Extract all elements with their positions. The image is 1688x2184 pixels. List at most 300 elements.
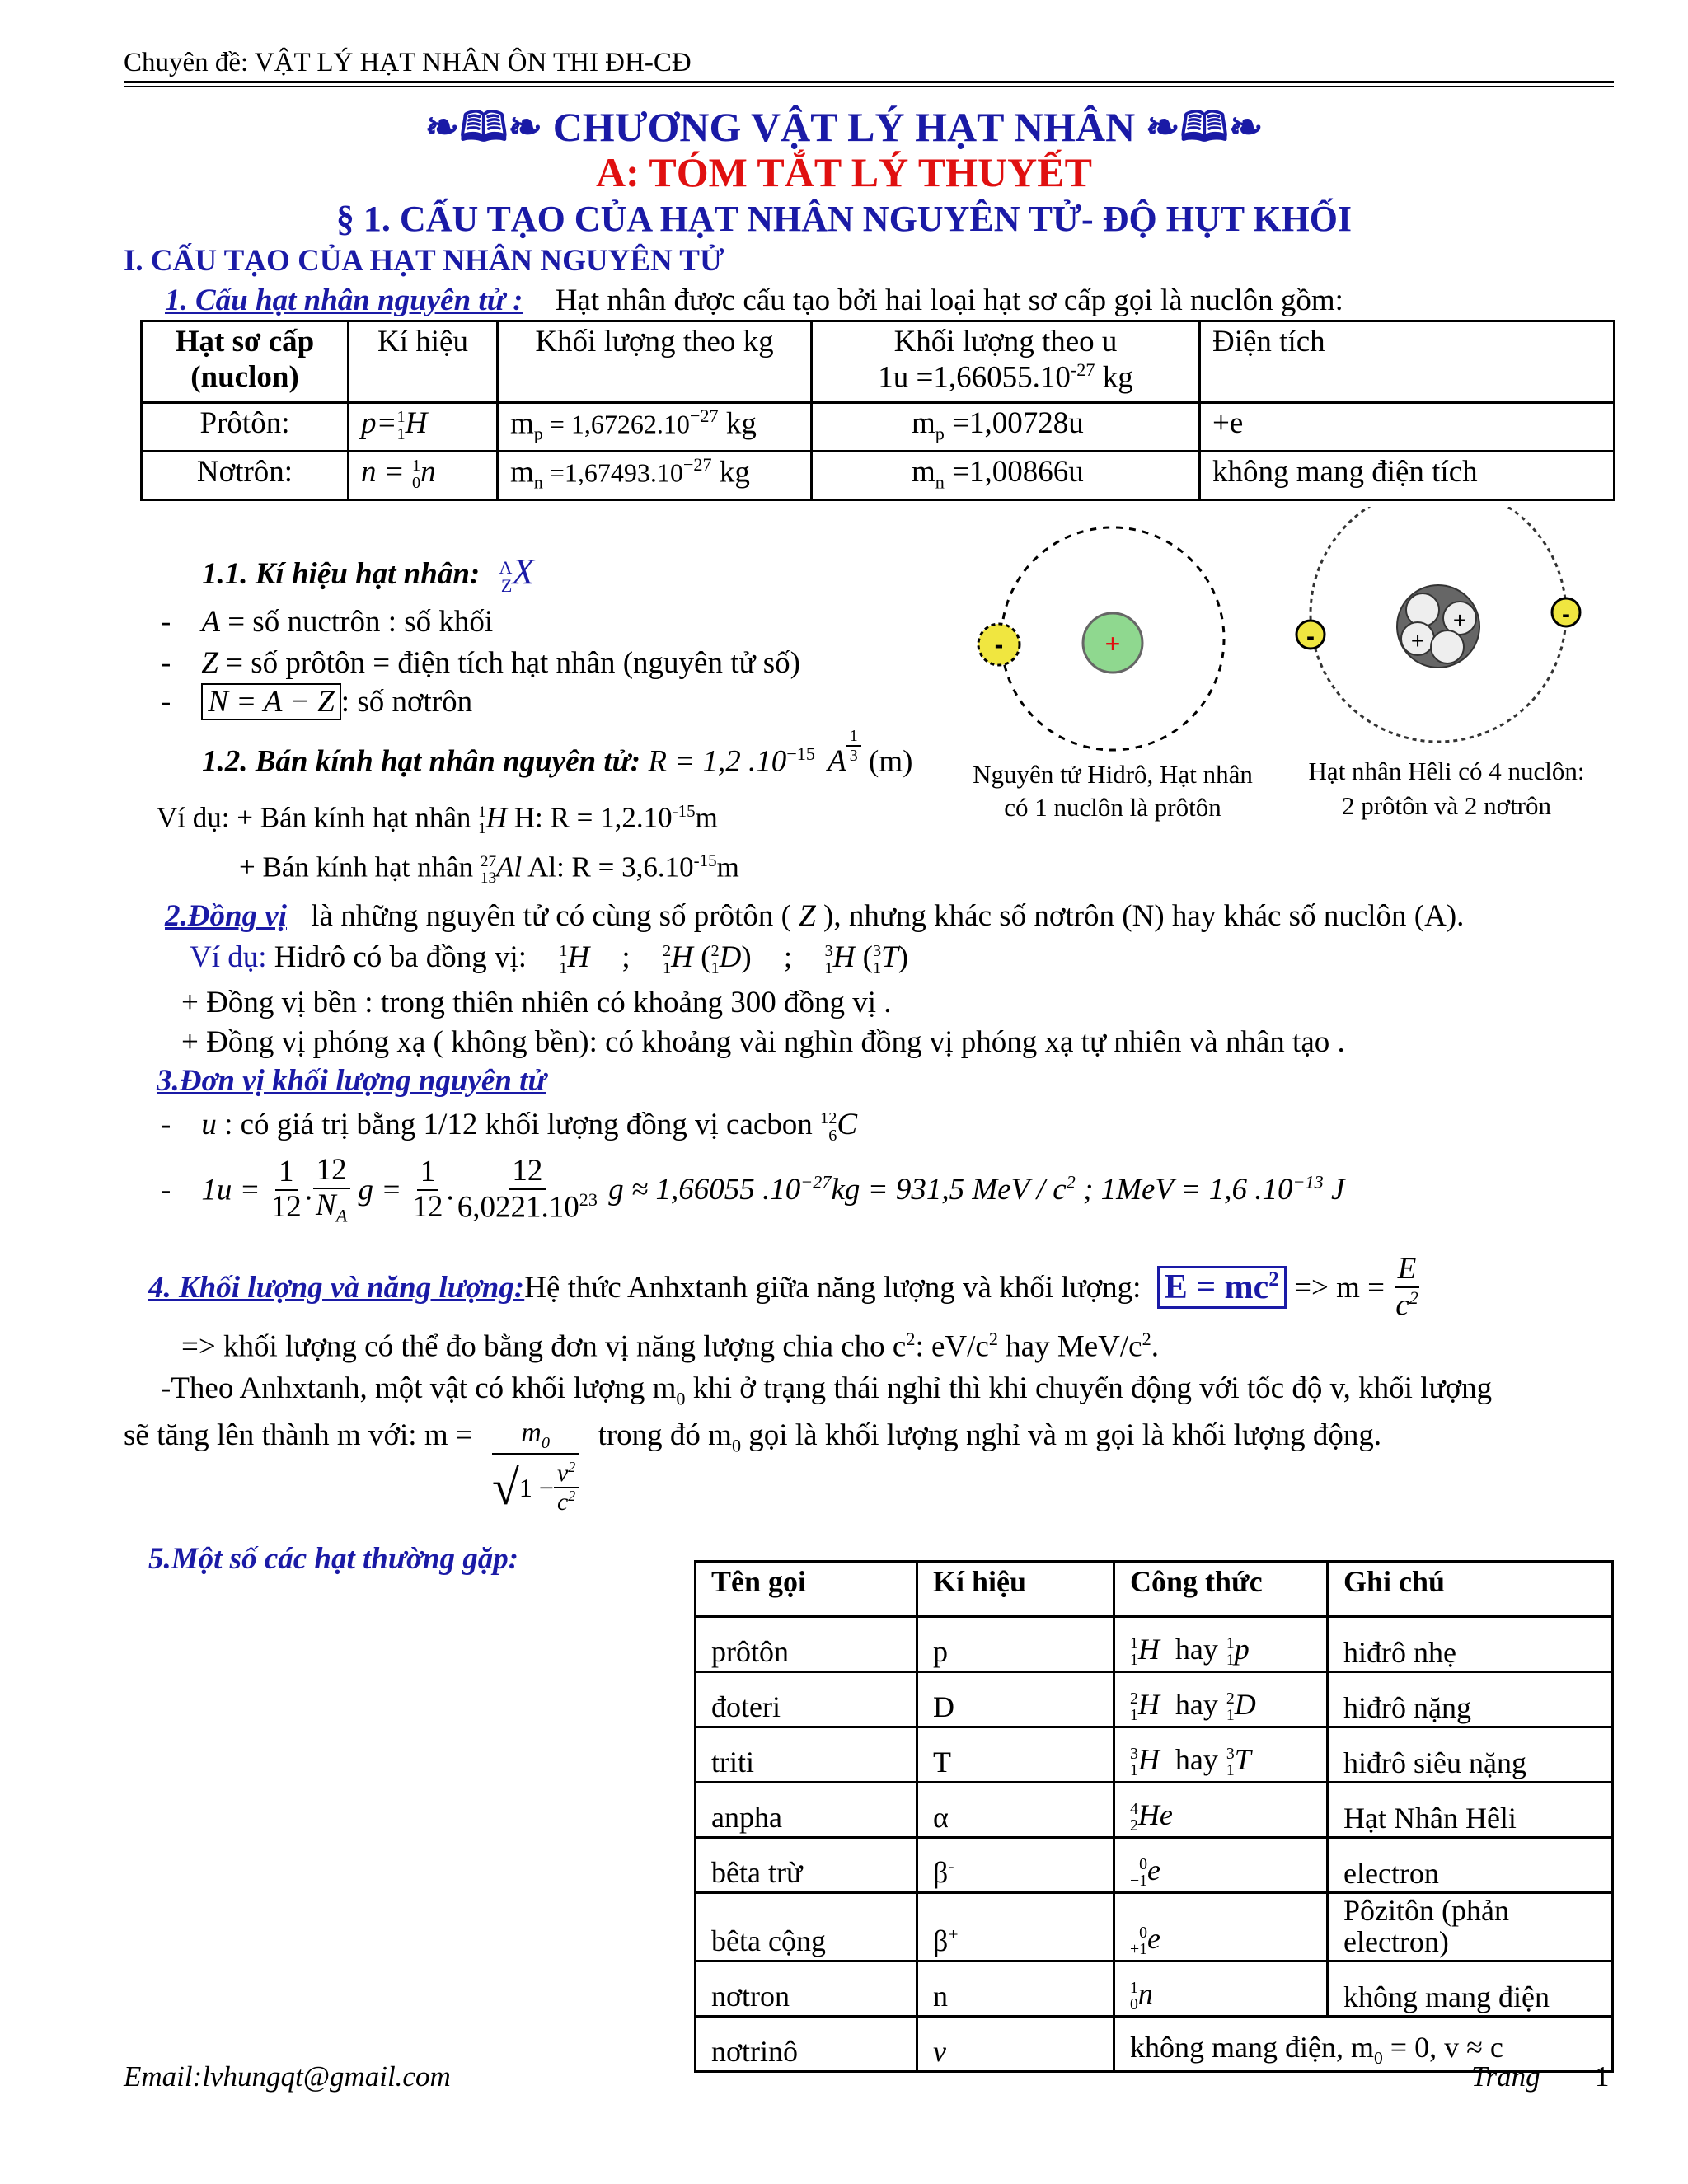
nucleon-row-neutron <box>142 452 1615 500</box>
cell-note: electron <box>1328 1838 1613 1893</box>
cell-mass-kg <box>498 452 812 500</box>
ex2-text: Al: R = 3,6.10 <box>522 851 694 883</box>
nucl-z: 1 <box>1130 1761 1138 1780</box>
sec3-label: 3.Đơn vị khối lượng nguyên tử <box>157 1064 546 1098</box>
sec5-label: 5.Một số các hạt thường gặp: <box>148 1542 519 1576</box>
rel-num-sub: 0 <box>541 1433 551 1452</box>
nucl-z: 0 <box>411 473 421 492</box>
nucl-x: H <box>485 801 508 834</box>
ex1-text: H: R = 1,2.10 <box>507 801 673 834</box>
nucl-z: +1 <box>1130 1940 1148 1959</box>
einstein-formula-box <box>1157 1266 1287 1309</box>
nucl-x: H <box>832 940 856 974</box>
note-sub: 0 <box>1373 2048 1383 2068</box>
isotope-1 <box>559 940 590 977</box>
cell-sym <box>917 1617 1114 1672</box>
cell-sym <box>917 1672 1114 1727</box>
m-sub: p <box>533 423 543 444</box>
nucl-a: 2 <box>1226 1690 1235 1708</box>
s11-a: A <box>499 556 513 578</box>
sec2-label: 2.Đồng vị <box>165 899 287 933</box>
sec4-line2-exp2: 2 <box>988 1329 998 1349</box>
nucl-stack <box>1226 1636 1235 1669</box>
frac1-den: 12 <box>270 1189 302 1224</box>
nucl-z: 1 <box>824 958 833 977</box>
nucl-a: 1 <box>1226 1634 1235 1653</box>
fig1-caption-2: có 1 nuclôn là prôtôn <box>1004 793 1221 822</box>
particle-row <box>696 1961 1613 2017</box>
s12-formula: R = 1,2 .10 <box>648 744 787 779</box>
nucl-x: H <box>671 940 693 974</box>
sec4-arrow: => m = <box>1294 1270 1386 1305</box>
sec2-stable: + Đồng vị bền : trong thiên nhiên có khoảng 300 đồng vị . <box>181 986 892 1019</box>
header-rule-thin <box>124 86 1614 87</box>
hay-word: hay <box>1175 1743 1218 1777</box>
s12-example-1 <box>157 801 718 837</box>
particle-row <box>696 1617 1613 1672</box>
nucleon-table-header <box>142 321 1615 403</box>
frac2-num: 12 <box>313 1154 350 1189</box>
bullet-var-boxed: N = A − Z <box>201 683 340 720</box>
sec3-exp1: −27 <box>800 1172 832 1193</box>
cell-sym <box>917 1783 1114 1838</box>
hydrogen-atom-figure <box>964 515 1245 754</box>
s12-frac-num: 1 <box>846 727 861 747</box>
particle-row <box>696 1672 1613 1727</box>
nucl-a: 2 <box>710 942 720 961</box>
nucl-stack <box>1130 1746 1138 1779</box>
particles-header <box>696 1562 1613 1617</box>
sec3-line2: - 1u = $\frac{1}{12}$ . $\frac{12}{N_A}$ g = $\frac{1}{12}$ . $\frac{12}{6,0221.10^{23}}$ g ≈ 1,66055 $.10^{-27}kg = 931,5$ MeV / $c^2$ ; 1MeV = 1,6 $.10^{-13}$ J <box>161 1153 1345 1226</box>
nucl-x: e <box>1147 1922 1161 1956</box>
u-def-unit: kg <box>1095 360 1133 395</box>
rel-num-m: m <box>521 1418 542 1448</box>
relativistic-mass-fraction <box>492 1418 579 1516</box>
proton-1-plus: + <box>1452 607 1467 633</box>
rel-c2 <box>554 1488 579 1516</box>
nucl-x: H <box>1137 1743 1160 1777</box>
bullet-var: Z <box>201 646 218 680</box>
th-charge: Điện tích <box>1200 321 1615 403</box>
ornament-left-icon: ❧🕮❧ <box>424 104 543 150</box>
ex1-unit: m <box>695 801 718 834</box>
cell-name: bêta trừ <box>696 1838 917 1893</box>
fig1-caption-1: Nguyên tử Hidrô, Hạt nhân <box>973 760 1253 789</box>
mu-val: =1,00866u <box>944 455 1084 489</box>
s12-a: A <box>828 744 846 779</box>
footer-email: Email:lvhungqt@gmail.com <box>124 2060 451 2093</box>
th-mass-kg: Khối lượng theo kg <box>498 321 812 403</box>
electron-minus: - <box>994 630 1004 659</box>
note-a: không mang điện, m <box>1130 2030 1374 2064</box>
nucl-x: D <box>1234 1688 1256 1722</box>
cell-formula <box>1114 1783 1328 1838</box>
nucl-stack <box>1130 1857 1147 1890</box>
sec2-text-b: ), nhưng khác số nơtrôn (N) hay khác số nuclôn (A). <box>815 899 1465 933</box>
proton-2-plus: + <box>1410 628 1425 654</box>
cell-name: nơtron <box>696 1961 917 2017</box>
iso-sep-1: ; <box>621 940 631 974</box>
sec4-line3-b: khi ở trạng thái nghỉ thì khi chuyển động với tốc độ v, khối lượng <box>685 1371 1493 1405</box>
th-formula: Công thức <box>1114 1562 1328 1617</box>
formula-exp: 2 <box>1268 1268 1279 1291</box>
proton-plus: + <box>1104 629 1121 658</box>
frac4-den <box>454 1190 601 1225</box>
sec4-line2-c: hay MeV/c <box>997 1329 1142 1364</box>
sec1-sub1-text: Hạt nhân được cấu tạo bởi hai loại hạt sơ cấp gọi là nuclôn gồm: <box>555 284 1343 317</box>
sec4-line2-a: => khối lượng có thể đo bằng đơn vị năng lượng chia cho c <box>181 1329 907 1364</box>
frac3-num: 1 <box>417 1155 439 1191</box>
nucl-z: 1 <box>710 958 720 977</box>
cell-name: nơtrinô <box>696 2017 917 2072</box>
nucl-z: 1 <box>662 958 672 977</box>
sec4-frac-den-c: c <box>1395 1288 1409 1323</box>
neutron-1 <box>1406 593 1439 626</box>
nucl-a: 1 <box>559 942 568 961</box>
ex2-unit: m <box>716 851 739 883</box>
m-exp: −27 <box>689 405 719 426</box>
th-symbol: Kí hiệu <box>349 321 498 403</box>
cell-mass-u <box>812 452 1200 500</box>
s12-label: 1.2. Bán kính hạt nhân nguyên tử: <box>202 744 641 779</box>
nucl-stack <box>1130 1802 1138 1835</box>
m-val: =1,67493.10 <box>542 457 683 488</box>
cell-formula <box>1114 1727 1328 1783</box>
sec4-text: Hệ thức Anhxtanh giữa năng lượng và khối lượng: <box>524 1270 1142 1305</box>
nucl-x: H <box>567 940 590 974</box>
cell-formula <box>1114 1617 1328 1672</box>
s12-unit: (m) <box>860 744 913 779</box>
s11-x: X <box>512 551 535 592</box>
nucl-stack <box>1130 1980 1138 2013</box>
ex1-exp: -15 <box>672 801 696 821</box>
sym-text: D <box>933 1690 954 1723</box>
nucl-x: He <box>1137 1798 1173 1832</box>
frac4-num: 12 <box>509 1155 546 1190</box>
nucl-z: 6 <box>828 1126 837 1145</box>
rel-c: c <box>556 1488 569 1516</box>
th-mass-u <box>812 321 1200 403</box>
sec3-line1: - u : có giá trị bằng 1/12 khối lượng đồng vị cacbon 12 6 C <box>161 1108 858 1145</box>
sec3-u: u <box>201 1108 217 1141</box>
nucl-a: 12 <box>820 1109 837 1128</box>
sec4-line1 <box>148 1253 1422 1323</box>
nucl-a: 27 <box>480 853 497 871</box>
sec1-sub1-label: 1. Cấu hạt nhân nguyên tử : <box>165 284 523 317</box>
hay-word: hay <box>1175 1633 1218 1666</box>
nucl-z: 1 <box>559 958 568 977</box>
sec4-line3-a: -Theo Anhxtanh, một vật có khối lượng m <box>161 1371 677 1405</box>
cell-name: đoteri <box>696 1672 917 1727</box>
particle-row <box>696 1838 1613 1893</box>
sec4-line2-b: : eV/c <box>915 1329 989 1364</box>
ex2-prefix: + Bán kính hạt nhân <box>239 851 481 883</box>
cell-formula <box>1114 1961 1328 2017</box>
helium-nucleus-figure <box>1286 507 1591 754</box>
bullet-a: - A = số nuctrôn : số khối <box>161 605 494 639</box>
sym-sup: - <box>948 1856 954 1876</box>
cell-sym: ν <box>917 2017 1114 2072</box>
bullet-var: A <box>201 605 220 639</box>
sec4-line4-b: trong đó m <box>598 1418 732 1452</box>
frac1-num: 1 <box>275 1155 298 1191</box>
nucl-z: 2 <box>1130 1816 1138 1835</box>
sec3-exp2: 2 <box>1066 1172 1076 1193</box>
th-mass-u-label: Khối lượng theo u <box>893 325 1118 359</box>
nucl-a: 1 <box>396 408 406 427</box>
nucl-z: 1 <box>1226 1706 1235 1725</box>
cell-sym <box>917 1961 1114 2017</box>
nucl-z: 1 <box>1130 1651 1138 1670</box>
cell-formula <box>1114 1893 1328 1961</box>
cell-name: triti <box>696 1727 917 1783</box>
m-unit: kg <box>718 406 757 441</box>
m-unit: kg <box>711 455 750 490</box>
neutron-2 <box>1431 630 1464 663</box>
sec3-line1-text: : có giá trị bằng 1/12 khối lượng đồng vị cacbon <box>216 1108 821 1141</box>
nucl-a: 3 <box>1130 1745 1138 1764</box>
isotope-2: 2 1 H ( 2 1 D) <box>662 940 752 977</box>
sec4-line4-rest <box>598 1418 1382 1456</box>
sec4-line4-c: gọi là khối lượng nghỉ và m gọi là khối lượng động. <box>741 1418 1382 1452</box>
s11-z: Z <box>500 574 513 596</box>
nucl-stack <box>1130 1925 1147 1958</box>
cell-note: Hạt Nhân Hêli <box>1328 1783 1613 1838</box>
cell-note: hiđrô nặng <box>1328 1672 1613 1727</box>
sec3-rest <box>608 1173 1344 1207</box>
s11-label: 1.1. Kí hiệu hạt nhân: <box>202 557 481 591</box>
sym-sup: + <box>948 1924 959 1944</box>
part-title: A: TÓM TẮT LÝ THUYẾT <box>595 149 1092 195</box>
cell-note: hiđrô siêu nặng <box>1328 1727 1613 1783</box>
nucl-z: −1 <box>1130 1872 1148 1891</box>
sec3-exp3: −13 <box>1292 1172 1324 1193</box>
mu-sub: p <box>935 423 945 444</box>
bullet-text: : số nơtrôn <box>340 685 473 719</box>
frac4-den-exp: 23 <box>579 1189 598 1211</box>
sec1-sub1-line <box>165 283 1343 318</box>
sec3-g: g = <box>358 1173 402 1207</box>
cell-formula <box>1114 1838 1328 1893</box>
frac3-den: 12 <box>412 1189 443 1224</box>
running-title: Chuyên đề: VẬT LÝ HẠT NHÂN ÔN THI ĐH-CĐ <box>124 48 692 77</box>
nucl-a: 1 <box>411 457 421 476</box>
cell-mass-u <box>812 403 1200 452</box>
chapter-title: CHƯƠNG VẬT LÝ HẠT NHÂN <box>552 104 1136 150</box>
sqrt-icon: √ <box>491 1460 519 1515</box>
s12-example-2 <box>239 851 739 886</box>
sec4-line3-sub: 0 <box>676 1388 686 1409</box>
th-sym: Kí hiệu <box>917 1562 1114 1617</box>
bullet-n: - N = A − Z : số nơtrôn <box>161 685 473 719</box>
fig2-caption-1: Hạt nhân Hêli có 4 nuclôn: <box>1308 757 1585 785</box>
nucleon-table <box>140 320 1615 501</box>
sec1-heading: I. CẤU TẠO CỦA HẠT NHÂN NGUYÊN TỬ <box>124 244 724 278</box>
header-rule <box>124 81 1614 83</box>
sec4-line4-a: sẽ tăng lên thành m với: m = <box>124 1418 473 1452</box>
electron-1-minus: - <box>1306 623 1315 650</box>
nucl-alt: D <box>719 940 742 974</box>
nucl-z: 1 <box>1226 1651 1235 1670</box>
footer-page-number: 1 <box>1595 2060 1610 2093</box>
mu-sub: n <box>935 471 945 493</box>
ex1-prefix: Ví dụ: + Bán kính hạt nhân <box>157 801 479 834</box>
nucl-a: 1 <box>1130 1979 1138 1998</box>
sec3-rest-3: ; 1MeV = 1,6 .10 <box>1075 1173 1293 1207</box>
nucl-a: 0 <box>1139 1924 1148 1943</box>
bullet-text: = số prôtôn = điện tích hạt nhân (nguyên tử số) <box>218 646 800 680</box>
sec4-label: 4. Khối lượng và năng lượng: <box>148 1270 525 1305</box>
sec3-rest-2: kg = 931,5 MeV / c <box>831 1173 1067 1207</box>
cell-sym <box>917 1727 1114 1783</box>
u-def-text: 1u =1,66055.10 <box>878 360 1071 395</box>
sec2-text-a: là những nguyên tử có cùng số prôtôn ( <box>303 899 799 933</box>
rel-den-text: 1 − <box>518 1472 554 1502</box>
nucl-x: p <box>1234 1633 1250 1666</box>
formula-text: E = mc <box>1164 1268 1269 1307</box>
sec4-frac-den-exp: 2 <box>1409 1286 1418 1308</box>
rel-v: v <box>556 1460 569 1488</box>
nucl-a: 4 <box>1130 1800 1138 1819</box>
sec3-rest-4: J <box>1323 1173 1345 1207</box>
sym-text: β <box>933 1856 949 1889</box>
particle-row <box>696 1727 1613 1783</box>
frac2-den <box>312 1189 350 1226</box>
s12-frac-den: 3 <box>849 747 858 765</box>
nucl-z: 1 <box>872 958 882 977</box>
nucl-a: 1 <box>1130 1634 1138 1653</box>
sym-text: T <box>933 1746 951 1779</box>
mu-label: m <box>912 455 935 489</box>
sec2-ex-label: Ví dụ: <box>190 940 267 974</box>
nucl-alt: T <box>881 940 898 974</box>
footer-page-label: Trang <box>1471 2060 1540 2093</box>
nucl-x: H <box>1137 1688 1160 1722</box>
sym-text: β <box>933 1924 949 1957</box>
nucl-a: 2 <box>1130 1690 1138 1708</box>
frac2-den-sub: A <box>335 1205 348 1226</box>
cell-formula <box>1114 1672 1328 1727</box>
sym-text: p <box>933 1635 948 1668</box>
mu-val: =1,00728u <box>944 406 1084 440</box>
th-particle: Hạt sơ cấp (nuclon) <box>142 321 349 403</box>
bullet-z: - Z = số prôtôn = điện tích hạt nhân (nguyên tử số) <box>161 646 800 680</box>
ex2-exp: -15 <box>693 851 717 870</box>
nucl-x: H <box>1137 1633 1160 1666</box>
frac4-den-val: 6,0221.10 <box>457 1190 579 1225</box>
m-val: = 1,67262.10 <box>542 409 690 439</box>
nucl-x: n <box>1137 1977 1153 2011</box>
rel-num <box>492 1418 579 1455</box>
particles-body <box>696 1617 1613 2017</box>
th-note: Ghi chú <box>1328 1562 1613 1617</box>
nucl-z: 1 <box>478 819 486 837</box>
particles-table <box>694 1560 1614 2073</box>
sec4-line4 <box>124 1418 1381 1516</box>
nucl-x: e <box>1147 1854 1161 1887</box>
sec2-line <box>165 898 1464 934</box>
nucl-stack <box>1130 1691 1138 1724</box>
nucl-z: 13 <box>480 869 497 887</box>
nucl-z: 0 <box>1130 1995 1138 2014</box>
s12-line <box>202 727 913 779</box>
s11-line <box>202 551 534 595</box>
s12-exp: −15 <box>786 743 815 764</box>
hay-word: hay <box>1175 1688 1218 1722</box>
sec4-line2-exp: 2 <box>906 1329 916 1349</box>
nucl-a: 0 <box>1139 1855 1148 1874</box>
section-title: § 1. CẤU TẠO CỦA HẠT NHÂN NGUYÊN TỬ- ĐỘ HỤT KHỐI <box>335 199 1353 239</box>
iso-sep-2: ; <box>783 940 793 974</box>
sec4-line3 <box>161 1371 1492 1409</box>
sec4-line2-exp3: 2 <box>1142 1329 1151 1349</box>
electron-2-minus: - <box>1562 601 1570 628</box>
cell-sym <box>917 1838 1114 1893</box>
sec4-line4-sub: 0 <box>731 1435 742 1456</box>
u-def-exp: -27 <box>1070 359 1095 380</box>
th-name: Tên gọi <box>696 1562 917 1617</box>
nucl-stack <box>1226 1746 1235 1779</box>
nucl-z: 1 <box>1130 1706 1138 1725</box>
rel-c-exp: 2 <box>568 1488 576 1505</box>
symbol-text: n = <box>361 455 412 489</box>
cell-charge: +e <box>1200 403 1615 452</box>
rel-den <box>492 1460 579 1516</box>
cell-note: không mang điện <box>1328 1961 1613 2017</box>
cell-name: Prôtôn: <box>142 403 349 452</box>
note-b: = 0, v ≈ c <box>1382 2030 1503 2064</box>
nucleon-row-proton <box>142 403 1615 452</box>
cell-charge: không mang điện tích <box>1200 452 1615 500</box>
nucl-x: T <box>1234 1743 1251 1777</box>
nucl-x: H <box>405 406 428 440</box>
isotope-3: 3 1 H ( 3 1 T) <box>824 940 909 977</box>
cell-name: bêta cộng <box>696 1893 917 1961</box>
nucl-z: 1 <box>396 424 406 443</box>
sec2-ex-text: Hidrô có ba đồng vị: <box>266 940 528 974</box>
sec4-frac-den <box>1392 1288 1422 1323</box>
sec4-frac-num: E <box>1395 1253 1420 1288</box>
m-sub: n <box>533 471 543 493</box>
sec2-radio: + Đồng vị phóng xạ ( không bền): có khoảng vài nghìn đồng vị phóng xạ tự nhiên và nhân tạo . <box>181 1025 1345 1059</box>
nucl-a: 1 <box>478 804 486 822</box>
sym-text: n <box>933 1980 948 2013</box>
sec2-z: Z <box>799 899 816 933</box>
cell-sym <box>917 1893 1114 1961</box>
nucl-a: 3 <box>824 942 833 961</box>
cell-name: prôtôn <box>696 1617 917 1672</box>
cell-note: hiđrô nhẹ <box>1328 1617 1613 1672</box>
m-label: m <box>510 455 534 490</box>
sec3-lhs: 1u = <box>201 1173 260 1207</box>
frac2-den-n: N <box>316 1188 336 1222</box>
nucl-stack <box>1226 1691 1235 1724</box>
cell-note: Pôzitôn (phản electron) <box>1328 1893 1613 1961</box>
cell-symbol <box>349 403 498 452</box>
sec2-example <box>190 940 908 977</box>
cell-symbol <box>349 452 498 500</box>
cell-name: anpha <box>696 1783 917 1838</box>
nucl-a: 3 <box>872 942 882 961</box>
nucl-a: 3 <box>1226 1745 1235 1764</box>
cell-mass-kg <box>498 403 812 452</box>
rel-v2 <box>554 1460 579 1488</box>
sec4-line2-d: . <box>1151 1329 1159 1364</box>
nucl-stack <box>1130 1636 1138 1669</box>
m-label: m <box>510 406 534 441</box>
particle-row <box>696 1783 1613 1838</box>
m-exp: −27 <box>682 454 712 475</box>
